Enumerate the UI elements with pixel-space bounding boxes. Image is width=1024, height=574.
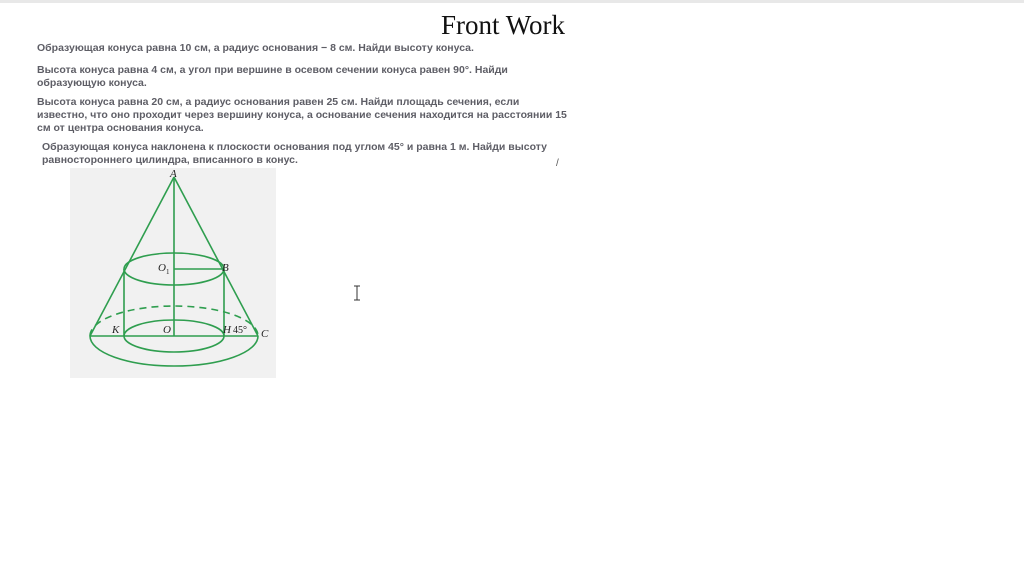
task-1: Образующая конуса равна 10 см, а радиус основания − 8 см. Найди высоту конуса. (37, 42, 474, 54)
label-o1-subscript: 1 (165, 268, 170, 277)
stray-mark: / (556, 158, 559, 169)
cylinder-bottom-front (124, 336, 224, 352)
label-a: A (170, 168, 177, 180)
cone-generatrix-left (90, 177, 174, 336)
slide-title: Front Work (440, 10, 566, 40)
cone-generatrix-right (174, 177, 258, 336)
cone-cylinder-figure (70, 168, 276, 378)
label-o1 (158, 262, 169, 278)
top-strip (0, 0, 1024, 3)
label-c: C (261, 328, 269, 340)
label-o: O (163, 324, 171, 336)
label-k: K (112, 324, 120, 336)
cone-base-front (90, 336, 258, 366)
task-3: Высота конуса равна 20 см, а радиус основания равен 25 см. Найди площадь сечения, если известно, что оно проходит через вершину конуса, а основание сечения находится на расстоянии 15 см от центра основания конуса. (37, 96, 567, 134)
text-cursor-icon (353, 285, 361, 301)
label-b: B (222, 262, 229, 274)
label-angle: 45° (233, 325, 247, 336)
task-2: Высота конуса равна 4 см, а угол при вершине в осевом сечении конуса равен 90°. Найди образующую конуса. (37, 64, 508, 89)
cone-diagram (70, 168, 276, 378)
label-o1-letter: O (158, 262, 166, 274)
task-4: Образующая конуса наклонена к плоскости основания под углом 45° и равна 1 м. Найди высоту равностороннего цилиндра, вписанного в конус. (42, 141, 547, 166)
label-h: H (223, 324, 231, 336)
